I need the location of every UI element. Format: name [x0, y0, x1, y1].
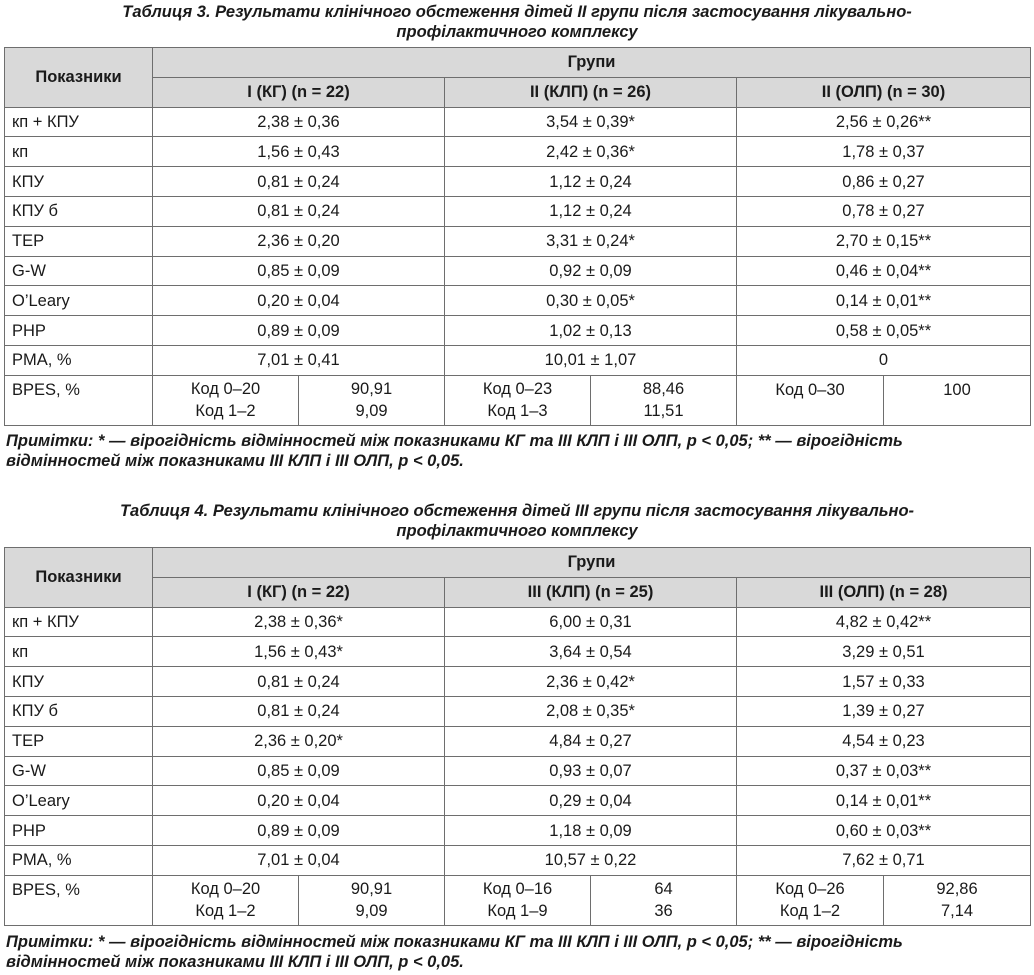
- code: Код 1–9: [487, 902, 548, 921]
- pct: 64: [654, 880, 673, 899]
- cell-value: 1,12 ± 0,24: [445, 196, 737, 226]
- table3-header-groups: Групи: [153, 48, 1031, 78]
- table3-col-1: I (КГ) (n = 22): [153, 77, 445, 107]
- table4-bpes-g1-pcts: [299, 875, 445, 925]
- row-label: PMA, %: [5, 345, 153, 375]
- table4-col-3: III (ОЛП) (n = 28): [737, 577, 1031, 607]
- cell-value: 1,78 ± 0,37: [737, 137, 1031, 167]
- table-row: [5, 167, 1031, 197]
- cell-value: 0,78 ± 0,27: [737, 196, 1031, 226]
- cell-value: 1,56 ± 0,43: [153, 137, 445, 167]
- cell-value: 0,30 ± 0,05*: [445, 286, 737, 316]
- table-row: [5, 845, 1031, 875]
- table3-bpes-g3-codes: [737, 375, 884, 425]
- table3-bpes-label: BPES, %: [5, 375, 153, 425]
- code: Код 0–20: [190, 380, 261, 399]
- table3-bpes-g1-codes: [153, 375, 299, 425]
- cell-value: 1,18 ± 0,09: [445, 816, 737, 846]
- table-row: [5, 226, 1031, 256]
- code: Код 1–2: [195, 902, 256, 921]
- cell-value: 10,57 ± 0,22: [445, 845, 737, 875]
- cell-value: 3,64 ± 0,54: [445, 637, 737, 667]
- row-label: ТЕР: [5, 726, 153, 756]
- cell-value: 0,93 ± 0,07: [445, 756, 737, 786]
- row-label: PMA, %: [5, 845, 153, 875]
- row-label: G-W: [5, 256, 153, 286]
- table3-caption-line1: Таблиця 3. Результати клінічного обстеження дітей II групи після застосування лікувально-: [122, 3, 912, 21]
- table4-col-2: III (КЛП) (n = 25): [445, 577, 737, 607]
- cell-value: 2,36 ± 0,20: [153, 226, 445, 256]
- cell-value: 1,12 ± 0,24: [445, 167, 737, 197]
- row-label: кп: [5, 637, 153, 667]
- table3-bpes-g2-codes: [445, 375, 591, 425]
- table4-bpes-label: BPES, %: [5, 875, 153, 925]
- table3-note: [6, 431, 1032, 471]
- table3-bpes-g2-pcts: [591, 375, 737, 425]
- pct: 90,91: [350, 880, 393, 899]
- table-row: [5, 107, 1031, 137]
- pct: 88,46: [642, 380, 685, 399]
- cell-value: 2,08 ± 0,35*: [445, 696, 737, 726]
- cell-value: 0,60 ± 0,03**: [737, 816, 1031, 846]
- table4-caption: [0, 501, 1034, 541]
- table4-note: [6, 932, 1032, 972]
- code: Код 1–3: [487, 402, 548, 421]
- cell-value: 0,14 ± 0,01**: [737, 286, 1031, 316]
- table3-col-2: II (КЛП) (n = 26): [445, 77, 737, 107]
- cell-value: 2,38 ± 0,36: [153, 107, 445, 137]
- code: Код 0–30: [775, 380, 845, 399]
- pct: 11,51: [643, 402, 684, 421]
- table4-note-line1: Примітки: * — вірогідність відмінностей між показниками КГ та III КЛП і III ОЛП, p < 0,05; ** — вірогідність: [6, 933, 903, 951]
- table4-note-line2: відмінностей між показниками III КЛП і III ОЛП, p < 0,05.: [6, 953, 464, 971]
- table-row: [5, 345, 1031, 375]
- cell-value: 6,00 ± 0,31: [445, 607, 737, 637]
- table-row: [5, 816, 1031, 846]
- table4-bpes-g3-codes: [737, 875, 884, 925]
- table4-bpes-g3-pcts: [884, 875, 1031, 925]
- cell-value: 2,56 ± 0,26**: [737, 107, 1031, 137]
- table4-bpes-g2-codes: [445, 875, 591, 925]
- row-label: O’Leary: [5, 286, 153, 316]
- table4: [4, 547, 1031, 926]
- cell-value: 4,82 ± 0,42**: [737, 607, 1031, 637]
- pct: 9,09: [355, 902, 388, 921]
- table3-header-indicators: Показники: [5, 48, 153, 108]
- cell-value: 0,81 ± 0,24: [153, 667, 445, 697]
- cell-value: 2,42 ± 0,36*: [445, 137, 737, 167]
- pct: 100: [943, 380, 971, 399]
- row-label: КПУ б: [5, 196, 153, 226]
- table-row: [5, 316, 1031, 346]
- code: Код 0–26: [775, 880, 845, 899]
- cell-value: 1,57 ± 0,33: [737, 667, 1031, 697]
- table4-caption-line2: профілактичного комплексу: [396, 522, 638, 540]
- code: Код 0–16: [482, 880, 553, 899]
- cell-value: 0,37 ± 0,03**: [737, 756, 1031, 786]
- cell-value: 0,86 ± 0,27: [737, 167, 1031, 197]
- row-label: O’Leary: [5, 786, 153, 816]
- table3-note-line1: Примітки: * — вірогідність відмінностей між показниками КГ та III КЛП і III ОЛП, p < 0,05; ** — вірогідність: [6, 432, 903, 450]
- table3-bpes-g3-pcts: [884, 375, 1031, 425]
- table4-bpes-g2-pcts: [591, 875, 737, 925]
- cell-value: 0,58 ± 0,05**: [737, 316, 1031, 346]
- table3-bpes-g1-pcts: [299, 375, 445, 425]
- cell-value: 0,92 ± 0,09: [445, 256, 737, 286]
- pct: 90,91: [350, 380, 393, 399]
- table3-subheader-row: [5, 77, 1031, 107]
- cell-value: 10,01 ± 1,07: [445, 345, 737, 375]
- code: Код 1–2: [779, 902, 841, 921]
- table3-bpes-row: [5, 375, 1031, 425]
- row-label: PHP: [5, 316, 153, 346]
- code: Код 1–2: [195, 402, 256, 421]
- table3-caption: [0, 2, 1034, 42]
- cell-value: 0,14 ± 0,01**: [737, 786, 1031, 816]
- row-label: кп + КПУ: [5, 107, 153, 137]
- table3-note-line2: відмінностей між показниками III КЛП і III ОЛП, p < 0,05.: [6, 452, 464, 470]
- code: Код 0–23: [482, 380, 553, 399]
- cell-value: 7,01 ± 0,41: [153, 345, 445, 375]
- cell-value: 2,38 ± 0,36*: [153, 607, 445, 637]
- code: Код 0–20: [190, 880, 261, 899]
- table4-body: [5, 607, 1031, 875]
- table4-bpes-g1-codes: [153, 875, 299, 925]
- row-label: кп: [5, 137, 153, 167]
- table4-col-1: I (КГ) (n = 22): [153, 577, 445, 607]
- cell-value: 1,02 ± 0,13: [445, 316, 737, 346]
- cell-value: 3,54 ± 0,39*: [445, 107, 737, 137]
- table3-col-3: II (ОЛП) (n = 30): [737, 77, 1031, 107]
- cell-value: 0,85 ± 0,09: [153, 756, 445, 786]
- table3: [4, 47, 1031, 426]
- cell-value: 0,85 ± 0,09: [153, 256, 445, 286]
- table-row: [5, 667, 1031, 697]
- cell-value: 0,89 ± 0,09: [153, 316, 445, 346]
- cell-value: 3,29 ± 0,51: [737, 637, 1031, 667]
- table4-bpes-row: [5, 875, 1031, 925]
- cell-value: 0,29 ± 0,04: [445, 786, 737, 816]
- cell-value: 7,01 ± 0,04: [153, 845, 445, 875]
- table4-header-row: [5, 548, 1031, 578]
- cell-value: 2,36 ± 0,42*: [445, 667, 737, 697]
- row-label: G-W: [5, 756, 153, 786]
- table3-body: [5, 107, 1031, 375]
- pct: 92,86: [936, 880, 978, 899]
- cell-value: 0: [737, 345, 1031, 375]
- table3-header-row: [5, 48, 1031, 78]
- pct: 36: [654, 902, 673, 921]
- cell-value: 2,36 ± 0,20*: [153, 726, 445, 756]
- cell-value: 0,81 ± 0,24: [153, 696, 445, 726]
- table-row: [5, 196, 1031, 226]
- table-row: [5, 786, 1031, 816]
- table-row: [5, 726, 1031, 756]
- table4-header-indicators: Показники: [5, 548, 153, 608]
- table3-caption-line2: профілактичного комплексу: [396, 23, 638, 41]
- row-label: кп + КПУ: [5, 607, 153, 637]
- table-row: [5, 607, 1031, 637]
- cell-value: 0,46 ± 0,04**: [737, 256, 1031, 286]
- cell-value: 3,31 ± 0,24*: [445, 226, 737, 256]
- cell-value: 1,39 ± 0,27: [737, 696, 1031, 726]
- row-label: КПУ: [5, 167, 153, 197]
- row-label: КПУ: [5, 667, 153, 697]
- table4-header-groups: Групи: [153, 548, 1031, 578]
- table4-caption-line1: Таблиця 4. Результати клінічного обстеження дітей III групи після застосування лікувально-: [119, 502, 915, 520]
- table-row: [5, 256, 1031, 286]
- cell-value: 4,84 ± 0,27: [445, 726, 737, 756]
- cell-value: 2,70 ± 0,15**: [737, 226, 1031, 256]
- cell-value: 1,56 ± 0,43*: [153, 637, 445, 667]
- pct: 7,14: [940, 902, 974, 921]
- table-row: [5, 756, 1031, 786]
- cell-value: 0,81 ± 0,24: [153, 167, 445, 197]
- table-row: [5, 286, 1031, 316]
- table-row: [5, 696, 1031, 726]
- table-row: [5, 637, 1031, 667]
- cell-value: 0,81 ± 0,24: [153, 196, 445, 226]
- row-label: ТЕР: [5, 226, 153, 256]
- table4-subheader-row: [5, 577, 1031, 607]
- table-row: [5, 137, 1031, 167]
- cell-value: 7,62 ± 0,71: [737, 845, 1031, 875]
- pct: 9,09: [355, 402, 388, 421]
- row-label: КПУ б: [5, 696, 153, 726]
- cell-value: 0,89 ± 0,09: [153, 816, 445, 846]
- cell-value: 0,20 ± 0,04: [153, 286, 445, 316]
- row-label: PHP: [5, 816, 153, 846]
- cell-value: 4,54 ± 0,23: [737, 726, 1031, 756]
- cell-value: 0,20 ± 0,04: [153, 786, 445, 816]
